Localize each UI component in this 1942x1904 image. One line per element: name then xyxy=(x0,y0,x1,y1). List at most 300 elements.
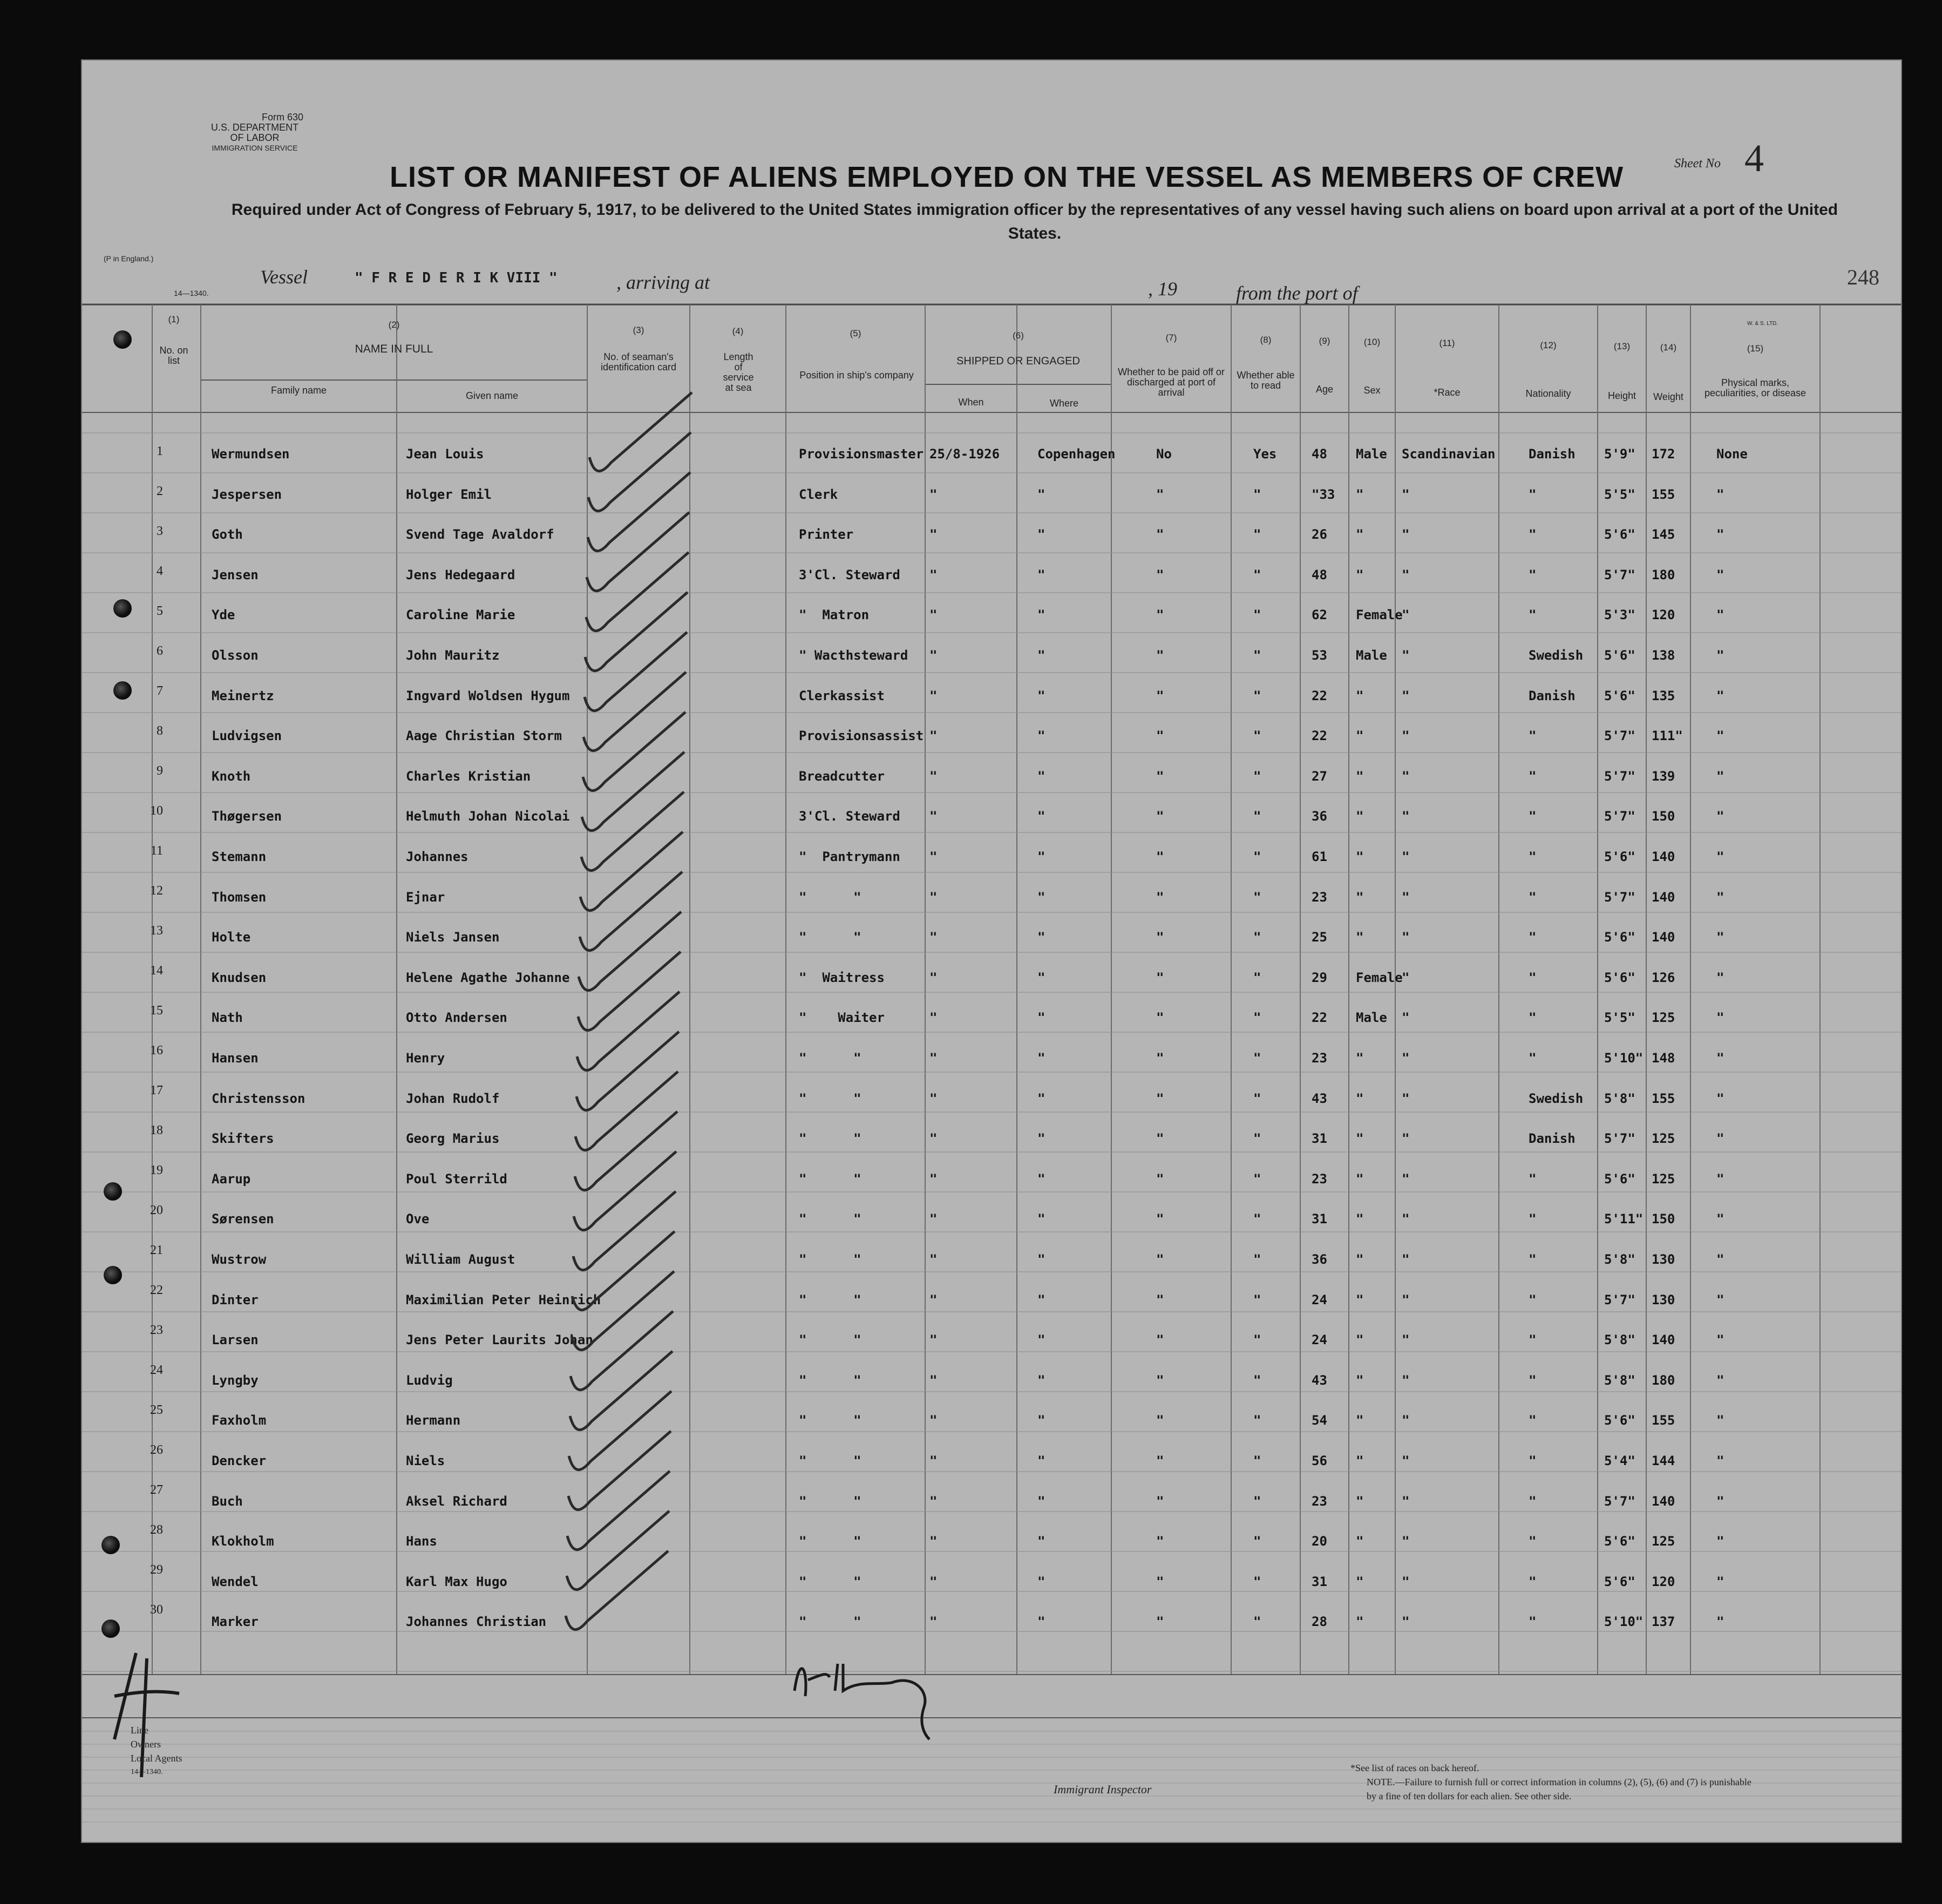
marks-cell: " xyxy=(1716,648,1724,663)
nationality-cell: " xyxy=(1529,527,1537,542)
age-cell: 61 xyxy=(1312,849,1327,864)
nationality-cell: " xyxy=(1529,930,1537,945)
nationality-cell: " xyxy=(1529,1574,1537,1589)
paid-cell: " xyxy=(1156,1373,1164,1388)
sex-cell: Male xyxy=(1356,648,1387,663)
sex-cell: " xyxy=(1356,487,1364,502)
row-number: 3 xyxy=(157,524,163,538)
marks-cell: " xyxy=(1716,527,1724,542)
read-cell: " xyxy=(1253,487,1261,502)
row-number: 19 xyxy=(150,1163,163,1177)
when-cell: " xyxy=(929,809,938,824)
weight-cell: 150 xyxy=(1652,809,1675,824)
read-cell: " xyxy=(1253,769,1261,784)
punch-hole xyxy=(113,681,132,700)
when-cell: " xyxy=(929,688,938,703)
col5-number: (5) xyxy=(850,328,861,338)
checkmark xyxy=(586,552,689,631)
col6-header: SHIPPED OR ENGAGED xyxy=(956,355,1080,367)
nationality-cell: " xyxy=(1529,1413,1537,1428)
height-cell: 5'7" xyxy=(1604,890,1635,905)
col8-number: (8) xyxy=(1260,335,1272,345)
row-number: 25 xyxy=(150,1403,163,1417)
row-number: 20 xyxy=(150,1203,163,1217)
checkmark xyxy=(580,832,683,911)
sex-cell: Male xyxy=(1356,446,1387,462)
sex-cell: Female xyxy=(1356,970,1403,985)
height-cell: 5'10" xyxy=(1604,1051,1644,1066)
marks-cell: None xyxy=(1716,446,1748,462)
family-cell: Wustrow xyxy=(212,1252,267,1267)
given-cell: Ingvard Woldsen Hygum xyxy=(406,688,570,703)
position-cell: " " xyxy=(799,1051,861,1066)
row-number: 4 xyxy=(157,564,163,578)
where-cell: " xyxy=(1037,728,1045,743)
race-cell: " xyxy=(1402,1574,1410,1589)
position-cell: " " xyxy=(799,930,861,945)
vessel-label: Vessel xyxy=(260,266,308,288)
age-cell: 22 xyxy=(1312,728,1327,743)
age-cell: 43 xyxy=(1312,1091,1327,1106)
col8-header: Whether able to read xyxy=(1237,370,1295,391)
race-cell: " xyxy=(1402,809,1410,824)
height-cell: 5'7" xyxy=(1604,1292,1635,1307)
family-cell: Sørensen xyxy=(212,1211,274,1227)
row-number: 10 xyxy=(150,804,163,818)
paid-cell: " xyxy=(1156,809,1164,824)
col4-number: (4) xyxy=(732,326,744,336)
when-cell: " xyxy=(929,527,938,542)
race-cell: " xyxy=(1402,1171,1410,1187)
where-cell: " xyxy=(1037,809,1045,824)
given-cell: William August xyxy=(406,1252,515,1267)
col2-header: NAME IN FULL xyxy=(355,343,433,355)
read-cell: " xyxy=(1253,970,1261,985)
col9-number: (9) xyxy=(1319,336,1330,346)
paid-cell: " xyxy=(1156,849,1164,864)
where-cell: " xyxy=(1037,1131,1045,1146)
weight-cell: 130 xyxy=(1652,1252,1675,1267)
paid-cell: " xyxy=(1156,607,1164,622)
weight-cell: 120 xyxy=(1652,1574,1675,1589)
weight-cell: 138 xyxy=(1652,648,1675,663)
form-code-label: 14—1340. xyxy=(174,289,209,297)
checkmark xyxy=(568,1431,671,1510)
marks-cell: " xyxy=(1716,1413,1724,1428)
given-cell: Ludvig xyxy=(406,1373,453,1388)
paid-cell: " xyxy=(1156,1211,1164,1227)
sex-cell: " xyxy=(1356,1131,1364,1146)
height-cell: 5'6" xyxy=(1604,527,1635,542)
weight-cell: 137 xyxy=(1652,1614,1675,1629)
nationality-cell: " xyxy=(1529,1373,1537,1388)
family-cell: Meinertz xyxy=(212,688,274,703)
where-cell: " xyxy=(1037,1051,1045,1066)
sex-cell: Male xyxy=(1356,1010,1387,1025)
row-number: 13 xyxy=(150,924,163,938)
position-cell: Provisionsmaster xyxy=(799,446,924,462)
where-cell: " xyxy=(1037,1332,1045,1347)
checkmark xyxy=(582,752,684,831)
family-cell: Thomsen xyxy=(212,890,267,905)
row-number: 30 xyxy=(150,1603,163,1617)
family-cell: Lyngby xyxy=(212,1373,259,1388)
paid-cell: " xyxy=(1156,1574,1164,1589)
read-cell: " xyxy=(1253,1494,1261,1509)
family-cell: Larsen xyxy=(212,1332,259,1347)
given-cell: Ejnar xyxy=(406,890,445,905)
paid-cell: " xyxy=(1156,728,1164,743)
position-cell: 3'Cl. Steward xyxy=(799,809,900,824)
position-cell: " Matron xyxy=(799,607,870,622)
race-cell: " xyxy=(1402,1010,1410,1025)
checkmark xyxy=(587,512,689,591)
nationality-cell: Swedish xyxy=(1529,648,1584,663)
paid-cell: " xyxy=(1156,1413,1164,1428)
col4-header: Length of service at sea xyxy=(723,351,754,393)
row-number: 17 xyxy=(150,1083,163,1097)
where-cell: " xyxy=(1037,607,1045,622)
punch-hole xyxy=(104,1266,122,1284)
marks-cell: " xyxy=(1716,1091,1724,1106)
height-cell: 5'9" xyxy=(1604,446,1635,462)
given-cell: Karl Max Hugo xyxy=(406,1574,507,1589)
age-cell: 24 xyxy=(1312,1292,1327,1307)
race-note: *See list of races on back hereof. xyxy=(1350,1763,1479,1773)
when-cell: " xyxy=(929,1252,938,1267)
given-cell: Niels xyxy=(406,1453,445,1468)
race-cell: " xyxy=(1402,487,1410,502)
col7-header: Whether to be paid off or discharged at port of arrival xyxy=(1118,367,1225,398)
height-cell: 5'7" xyxy=(1604,728,1635,743)
marks-cell: " xyxy=(1716,728,1724,743)
printer-code-label: W. & S. LTD. xyxy=(1747,321,1778,327)
height-cell: 5'7" xyxy=(1604,809,1635,824)
family-cell: Stemann xyxy=(212,849,267,864)
checkmark xyxy=(580,872,682,951)
family-cell: Klokholm xyxy=(212,1534,274,1549)
weight-cell: 155 xyxy=(1652,1413,1675,1428)
weight-cell: 125 xyxy=(1652,1010,1675,1025)
when-cell: " xyxy=(929,1574,938,1589)
position-cell: Printer xyxy=(799,527,854,542)
punch-hole xyxy=(101,1536,120,1554)
marks-cell: " xyxy=(1716,1131,1724,1146)
race-cell: Scandinavian xyxy=(1402,446,1496,462)
height-cell: 5'6" xyxy=(1604,930,1635,945)
given-cell: Johannes Christian xyxy=(406,1614,547,1629)
checkmark xyxy=(567,1511,669,1590)
checkmark xyxy=(576,1032,679,1110)
height-cell: 5'7" xyxy=(1604,567,1635,582)
race-cell: " xyxy=(1402,970,1410,985)
when-cell: " xyxy=(929,1332,938,1347)
marks-cell: " xyxy=(1716,567,1724,582)
sex-cell: " xyxy=(1356,1332,1364,1347)
given-cell: John Mauritz xyxy=(406,648,500,663)
weight-cell: 125 xyxy=(1652,1534,1675,1549)
weight-cell: 155 xyxy=(1652,1091,1675,1106)
when-cell: 25/8-1926 xyxy=(929,446,1000,462)
where-cell: " xyxy=(1037,1494,1045,1509)
sheet-label: Sheet No xyxy=(1674,157,1721,171)
sex-cell: " xyxy=(1356,1534,1364,1549)
read-cell: " xyxy=(1253,567,1261,582)
row-number: 22 xyxy=(150,1283,163,1297)
row-number: 21 xyxy=(150,1243,163,1257)
marks-cell: " xyxy=(1716,1373,1724,1388)
paid-cell: " xyxy=(1156,1131,1164,1146)
nationality-cell: " xyxy=(1529,1332,1537,1347)
sex-cell: " xyxy=(1356,809,1364,824)
col15-number: (15) xyxy=(1747,343,1764,354)
race-cell: " xyxy=(1402,1252,1410,1267)
read-cell: " xyxy=(1253,1332,1261,1347)
sex-cell: " xyxy=(1356,769,1364,784)
col12-number: (12) xyxy=(1540,340,1557,350)
nationality-cell: Danish xyxy=(1529,446,1576,462)
where-cell: " xyxy=(1037,930,1045,945)
nationality-cell: " xyxy=(1529,890,1537,905)
footer-left-block xyxy=(131,1723,182,1779)
checkmark xyxy=(585,592,688,671)
family-name-header: Family name xyxy=(270,385,327,396)
age-cell: 54 xyxy=(1312,1413,1327,1428)
col15-header: Physical marks, peculiarities, or disease xyxy=(1704,377,1807,398)
age-cell: "33 xyxy=(1312,487,1335,502)
nationality-cell: " xyxy=(1529,809,1537,824)
when-cell: " xyxy=(929,1494,938,1509)
height-cell: 5'5" xyxy=(1604,1010,1635,1025)
race-cell: " xyxy=(1402,1494,1410,1509)
read-cell: " xyxy=(1253,1211,1261,1227)
marks-cell: " xyxy=(1716,1453,1724,1468)
position-cell: " " xyxy=(799,1574,861,1589)
age-cell: 48 xyxy=(1312,567,1327,582)
weight-cell: 135 xyxy=(1652,688,1675,703)
row-number: 7 xyxy=(157,684,163,698)
nationality-cell: " xyxy=(1529,970,1537,985)
read-cell: " xyxy=(1253,1614,1261,1629)
when-cell: " xyxy=(929,769,938,784)
family-cell: Knudsen xyxy=(212,970,267,985)
position-cell: " " xyxy=(799,1413,861,1428)
where-cell: " xyxy=(1037,1413,1045,1428)
age-cell: 25 xyxy=(1312,930,1327,945)
col14-header: Weight xyxy=(1653,391,1683,402)
nationality-cell: " xyxy=(1529,487,1537,502)
local-agents-label: Local Agents xyxy=(131,1753,182,1764)
when-cell: " xyxy=(929,487,938,502)
checkmark xyxy=(588,472,690,551)
age-cell: 53 xyxy=(1312,648,1327,663)
nationality-cell: " xyxy=(1529,1171,1537,1187)
row-number: 11 xyxy=(150,844,163,858)
weight-cell: 180 xyxy=(1652,567,1675,582)
marks-cell: " xyxy=(1716,890,1724,905)
punch-hole xyxy=(101,1620,120,1638)
port-label: from the port of xyxy=(1236,282,1358,304)
col6-number: (6) xyxy=(1013,330,1024,341)
marks-cell: " xyxy=(1716,970,1724,985)
age-cell: 31 xyxy=(1312,1131,1327,1146)
sex-cell: " xyxy=(1356,1453,1364,1468)
given-cell: Holger Emil xyxy=(406,487,492,502)
paid-cell: " xyxy=(1156,688,1164,703)
read-cell: " xyxy=(1253,1091,1261,1106)
nationality-cell: Danish xyxy=(1529,688,1576,703)
position-cell: " " xyxy=(799,1131,861,1146)
where-header: Where xyxy=(1049,398,1078,409)
fine-note: NOTE.—Failure to furnish full or correct information in columns (2), (5), (6) and (7) is punishable by a fine of ten dollars for each alien. See other side. xyxy=(1367,1777,1751,1801)
when-cell: " xyxy=(929,1051,938,1066)
given-cell: Henry xyxy=(406,1051,445,1066)
position-cell: " Pantrymann xyxy=(799,849,900,864)
nationality-cell: " xyxy=(1529,1010,1537,1025)
col10-number: (10) xyxy=(1363,337,1381,347)
checkmark xyxy=(588,432,691,511)
age-cell: 48 xyxy=(1312,446,1327,462)
inspector-signature xyxy=(795,1664,929,1739)
where-cell: " xyxy=(1037,890,1045,905)
row-number: 27 xyxy=(150,1483,163,1497)
col13-header: Height xyxy=(1607,390,1637,401)
read-cell: " xyxy=(1253,1534,1261,1549)
where-cell: " xyxy=(1037,1171,1045,1187)
age-cell: 62 xyxy=(1312,607,1327,622)
age-cell: 36 xyxy=(1312,1252,1327,1267)
family-cell: Knoth xyxy=(212,769,251,784)
given-cell: Ove xyxy=(406,1211,430,1227)
when-cell: " xyxy=(929,567,938,582)
checkmark xyxy=(589,392,692,471)
position-cell: " " xyxy=(799,1252,861,1267)
nationality-cell: Danish xyxy=(1529,1131,1576,1146)
footer-notes xyxy=(1350,1761,1761,1803)
when-cell: " xyxy=(929,1171,938,1187)
read-cell: " xyxy=(1253,1453,1261,1468)
paid-cell: " xyxy=(1156,890,1164,905)
col11-header: *Race xyxy=(1434,387,1461,398)
nationality-cell: " xyxy=(1529,728,1537,743)
footer-code: 14—1340. xyxy=(131,1768,163,1776)
punch-hole xyxy=(113,599,132,618)
row-number: 24 xyxy=(150,1363,163,1377)
sex-cell: " xyxy=(1356,728,1364,743)
marks-cell: " xyxy=(1716,1574,1724,1589)
family-cell: Nath xyxy=(212,1010,243,1025)
nationality-cell: " xyxy=(1529,1614,1537,1629)
row-number: 26 xyxy=(150,1443,163,1457)
row-number: 15 xyxy=(150,1004,163,1018)
nationality-cell: " xyxy=(1529,1051,1537,1066)
race-cell: " xyxy=(1402,890,1410,905)
read-cell: " xyxy=(1253,688,1261,703)
given-cell: Jean Louis xyxy=(406,446,484,462)
read-cell: " xyxy=(1253,1574,1261,1589)
height-cell: 5'6" xyxy=(1604,970,1635,985)
checkmark xyxy=(570,1351,673,1430)
paid-cell: " xyxy=(1156,769,1164,784)
weight-cell: 111" xyxy=(1652,728,1683,743)
given-cell: Hans xyxy=(406,1534,437,1549)
weight-cell: 150 xyxy=(1652,1211,1675,1227)
row-number: 8 xyxy=(157,724,163,738)
when-cell: " xyxy=(929,1373,938,1388)
position-cell: " " xyxy=(799,1453,861,1468)
where-cell: " xyxy=(1037,688,1045,703)
given-cell: Aksel Richard xyxy=(406,1494,507,1509)
where-cell: " xyxy=(1037,527,1045,542)
race-cell: " xyxy=(1402,688,1410,703)
read-cell: Yes xyxy=(1253,446,1277,462)
col2-number: (2) xyxy=(388,320,400,330)
sheet-number: 4 xyxy=(1744,137,1764,180)
age-cell: 27 xyxy=(1312,769,1327,784)
when-cell: " xyxy=(929,1131,938,1146)
paid-cell: " xyxy=(1156,567,1164,582)
page-title: LIST OR MANIFEST OF ALIENS EMPLOYED ON THE VESSEL AS MEMBERS OF CREW xyxy=(390,161,1624,193)
position-cell: Provisionsassist xyxy=(799,728,924,743)
family-cell: Holte xyxy=(212,930,251,945)
page-subtitle: Required under Act of Congress of February 5, 1917, to be delivered to the United States immigration officer by the representatives of any vessel having such aliens on board upon arrival at a port of the United States. xyxy=(231,201,1838,242)
weight-cell: 144 xyxy=(1652,1453,1675,1468)
position-cell: " " xyxy=(799,1332,861,1347)
read-cell: " xyxy=(1253,809,1261,824)
race-cell: " xyxy=(1402,1051,1410,1066)
row-number: 28 xyxy=(150,1523,163,1537)
paid-cell: " xyxy=(1156,1453,1164,1468)
line-label: Line xyxy=(131,1725,148,1736)
given-cell: Niels Jansen xyxy=(406,930,500,945)
family-cell: Christensson xyxy=(212,1091,305,1106)
given-cell: Helene Agathe Johanne xyxy=(406,970,570,985)
age-cell: 24 xyxy=(1312,1332,1327,1347)
when-cell: " xyxy=(929,648,938,663)
checkmark xyxy=(583,712,685,791)
punch-hole xyxy=(104,1182,122,1201)
age-cell: 23 xyxy=(1312,1494,1327,1509)
where-cell: " xyxy=(1037,1091,1045,1106)
when-cell: " xyxy=(929,849,938,864)
weight-cell: 140 xyxy=(1652,890,1675,905)
marks-cell: " xyxy=(1716,849,1724,864)
marks-cell: " xyxy=(1716,769,1724,784)
where-cell: " xyxy=(1037,769,1045,784)
position-cell: " " xyxy=(799,1534,861,1549)
position-cell: " Waiter xyxy=(799,1010,885,1025)
position-cell: " " xyxy=(799,1211,861,1227)
marks-cell: " xyxy=(1716,1534,1724,1549)
nationality-cell: " xyxy=(1529,849,1537,864)
paid-cell: " xyxy=(1156,487,1164,502)
marks-cell: " xyxy=(1716,1332,1724,1347)
vessel-name: " F R E D E R I K VIII " xyxy=(355,270,558,286)
col11-number: (11) xyxy=(1439,338,1455,348)
race-cell: " xyxy=(1402,607,1410,622)
age-cell: 23 xyxy=(1312,1051,1327,1066)
col1-number: (1) xyxy=(168,314,180,324)
sex-cell: " xyxy=(1356,890,1364,905)
given-cell: Poul Sterrild xyxy=(406,1171,507,1187)
given-cell: Maximilian Peter Heinrich xyxy=(406,1292,601,1307)
weight-cell: 180 xyxy=(1652,1373,1675,1388)
when-cell: " xyxy=(929,1292,938,1307)
paid-cell: " xyxy=(1156,1614,1164,1629)
sex-cell: " xyxy=(1356,1252,1364,1267)
col9-header: Age xyxy=(1315,384,1334,395)
height-cell: 5'4" xyxy=(1604,1453,1635,1468)
